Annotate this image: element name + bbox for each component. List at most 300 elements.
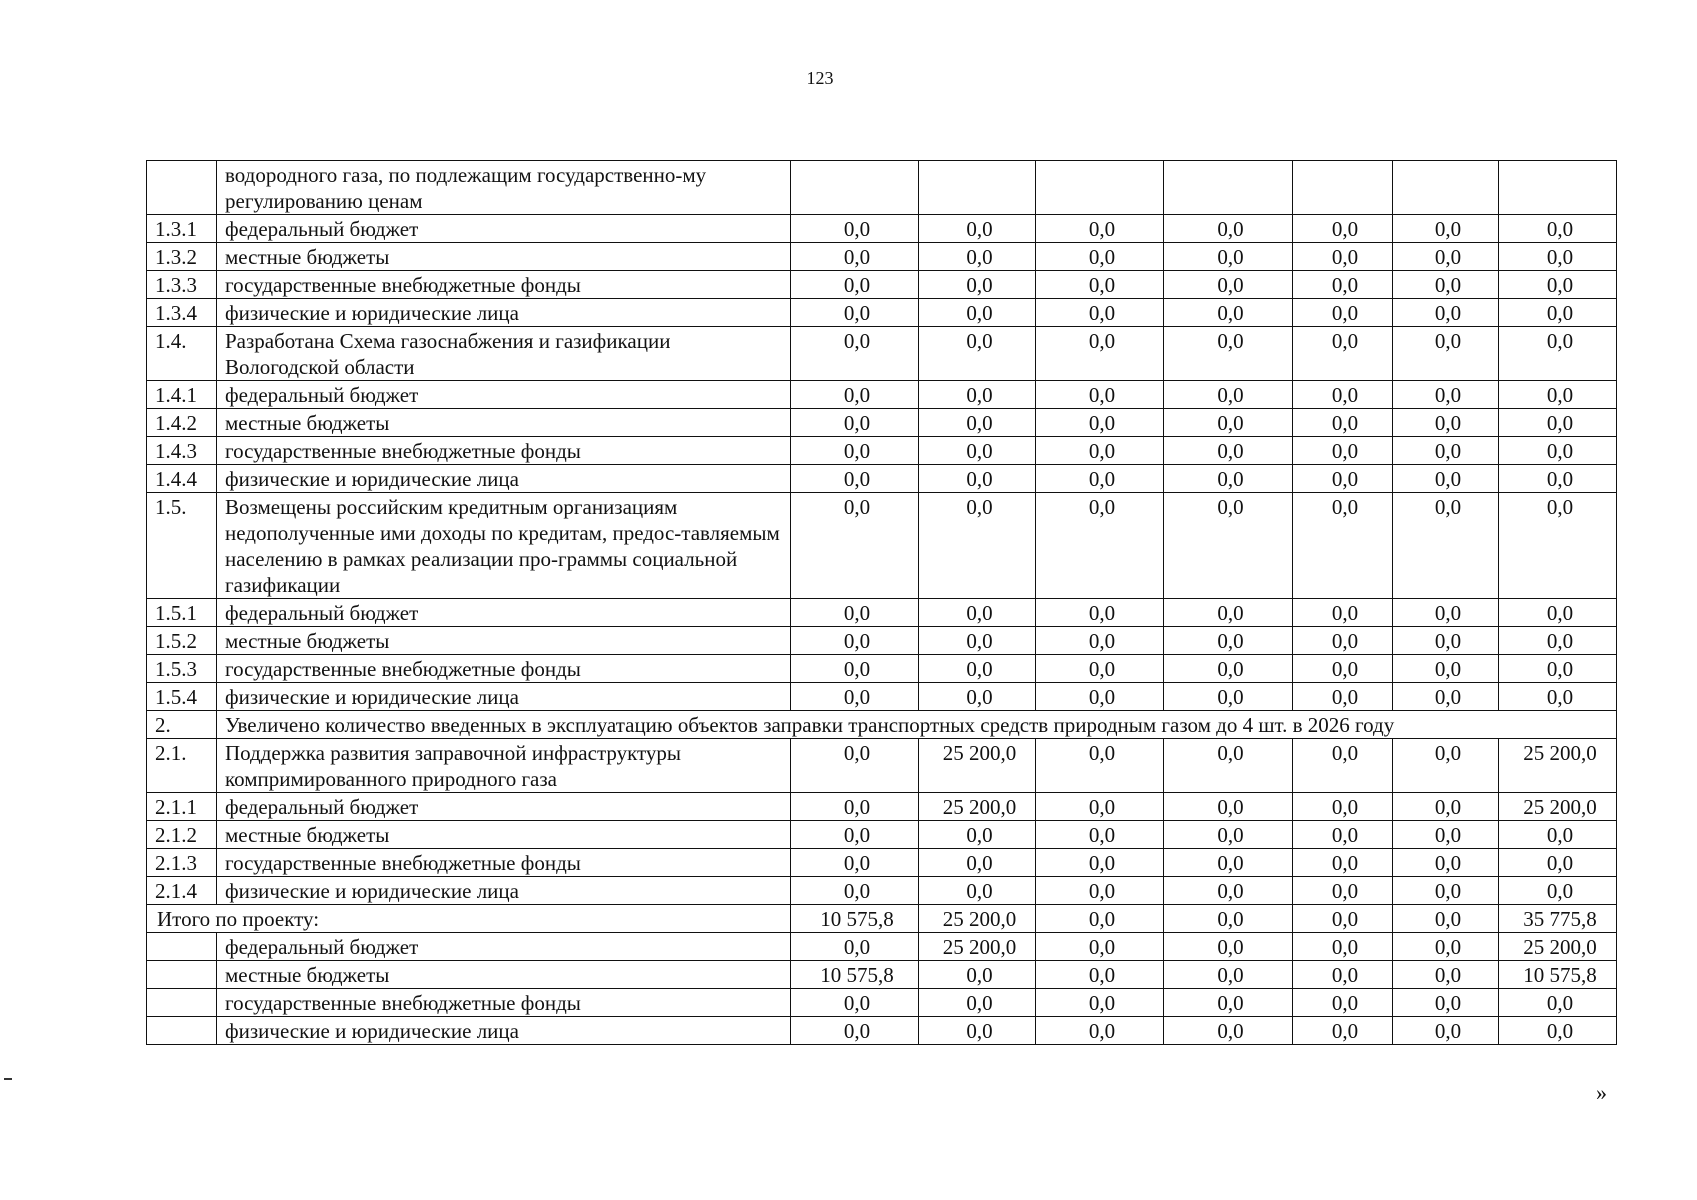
- row-description: Возмещены российским кредитным организациям недополученные ими доходы по кредитам, предос-тавляемым населению в рамках реализации про-граммы социальной газификации: [217, 493, 791, 599]
- value-cell: [791, 599, 919, 627]
- value-text: 0,0: [1434, 439, 1462, 463]
- value-cell: [919, 493, 1036, 599]
- value-text: 0,0: [1331, 273, 1359, 297]
- value-cell: [791, 465, 919, 493]
- value-cell: [919, 271, 1036, 299]
- value-cell: [1293, 933, 1393, 961]
- value-cell: [1393, 215, 1499, 243]
- value-text: 0,0: [1331, 741, 1359, 765]
- value-text: 0,0: [1331, 795, 1359, 819]
- row-description: государственные внебюджетные фонды: [217, 989, 791, 1017]
- value-cell: [1393, 599, 1499, 627]
- value-cell: [1499, 793, 1617, 821]
- value-cell: [791, 271, 919, 299]
- value-text: 0,0: [1088, 823, 1116, 847]
- value-text: 0,0: [1434, 795, 1462, 819]
- value-cell: [919, 327, 1036, 381]
- value-cell: [1293, 271, 1393, 299]
- value-text: 0,0: [843, 991, 871, 1015]
- value-text: 0,0: [843, 273, 871, 297]
- row-description: государственные внебюджетные фонды: [217, 849, 791, 877]
- value-cell: [1293, 161, 1393, 215]
- value-cell: [1499, 381, 1617, 409]
- value-text: 0,0: [1217, 301, 1244, 325]
- value-cell: [1164, 409, 1293, 437]
- value-cell: [919, 243, 1036, 271]
- row-description: Поддержка развития заправочной инфраструктуры компримированного природного газа: [217, 739, 791, 793]
- value-cell: [1036, 161, 1164, 215]
- row-code: 1.4.1: [147, 381, 217, 409]
- value-text: 0,0: [1217, 1019, 1244, 1043]
- value-text: 0,0: [1331, 935, 1359, 959]
- value-cell: [1393, 161, 1499, 215]
- value-cell: [791, 849, 919, 877]
- row-code: 2.1.: [147, 739, 217, 793]
- table-row: [147, 989, 1617, 1017]
- value-cell: [919, 877, 1036, 905]
- section-code: 2.: [147, 711, 217, 739]
- value-cell: [1293, 849, 1393, 877]
- row-description: местные бюджеты: [217, 409, 791, 437]
- value-cell: [919, 849, 1036, 877]
- value-text: 0,0: [843, 439, 871, 463]
- value-text: 0,0: [966, 217, 993, 241]
- total-value-text: 0,0: [1331, 907, 1359, 931]
- value-text: 0,0: [966, 495, 993, 519]
- value-cell: [791, 933, 919, 961]
- value-text: 0,0: [1088, 601, 1116, 625]
- value-text: 0,0: [843, 879, 871, 903]
- value-cell: [1164, 739, 1293, 793]
- value-cell: [1164, 327, 1293, 381]
- value-text: 0,0: [1088, 685, 1116, 709]
- value-cell: [1393, 409, 1499, 437]
- value-text: 0,0: [1546, 329, 1574, 353]
- value-text: 0,0: [1217, 629, 1244, 653]
- table-row: [147, 243, 1617, 271]
- value-text: 0,0: [966, 245, 993, 269]
- value-text: 0,0: [1217, 963, 1244, 987]
- value-text: 0,0: [1434, 245, 1462, 269]
- total-value-text: 35 775,8: [1523, 907, 1597, 931]
- value-text: 0,0: [843, 329, 871, 353]
- value-cell: [1164, 599, 1293, 627]
- value-cell: [1164, 989, 1293, 1017]
- row-description: местные бюджеты: [217, 627, 791, 655]
- table-row: [147, 877, 1617, 905]
- value-text: 0,0: [1434, 601, 1462, 625]
- value-cell: [1164, 493, 1293, 599]
- value-text: 0,0: [1546, 1019, 1574, 1043]
- value-cell: [1393, 961, 1499, 989]
- table-row: [147, 793, 1617, 821]
- closing-quote-mark: »: [1596, 1080, 1607, 1105]
- value-text: 0,0: [1217, 411, 1244, 435]
- table-row: [147, 849, 1617, 877]
- value-cell: [1393, 739, 1499, 793]
- value-text: 0,0: [1546, 217, 1574, 241]
- row-description: физические и юридические лица: [217, 1017, 791, 1045]
- table-row: [147, 215, 1617, 243]
- value-text: 0,0: [966, 851, 993, 875]
- row-code: [147, 989, 217, 1017]
- value-cell: [919, 627, 1036, 655]
- value-text: 0,0: [1088, 495, 1116, 519]
- value-text: 0,0: [1434, 685, 1462, 709]
- row-code: 1.3.2: [147, 243, 217, 271]
- value-text: 0,0: [1331, 685, 1359, 709]
- row-description: государственные внебюджетные фонды: [217, 437, 791, 465]
- value-cell: [1036, 821, 1164, 849]
- table-row: [147, 739, 1617, 793]
- value-text: 0,0: [843, 823, 871, 847]
- value-cell: [791, 493, 919, 599]
- table-row: [147, 437, 1617, 465]
- value-cell: [1293, 381, 1393, 409]
- value-text: 0,0: [1217, 657, 1244, 681]
- value-cell: [1499, 215, 1617, 243]
- value-text: 0,0: [1546, 685, 1574, 709]
- value-cell: [1393, 1017, 1499, 1045]
- row-code: [147, 161, 217, 215]
- value-cell: [1036, 683, 1164, 711]
- value-text: 0,0: [1434, 301, 1462, 325]
- value-cell: [1293, 493, 1393, 599]
- value-text: 0,0: [1434, 963, 1462, 987]
- row-code: 1.5.2: [147, 627, 217, 655]
- value-text: 0,0: [843, 1019, 871, 1043]
- value-text: 0,0: [1434, 1019, 1462, 1043]
- value-text: 0,0: [1088, 851, 1116, 875]
- value-text: 0,0: [1331, 1019, 1359, 1043]
- row-code: 1.5.3: [147, 655, 217, 683]
- value-cell: [919, 739, 1036, 793]
- value-text: 0,0: [1088, 273, 1116, 297]
- value-cell: [1164, 1017, 1293, 1045]
- table-row: [147, 161, 1617, 215]
- value-cell: [1036, 215, 1164, 243]
- value-text: 0,0: [966, 629, 993, 653]
- value-text: 0,0: [1434, 383, 1462, 407]
- table-row: [147, 655, 1617, 683]
- value-text: 25 200,0: [942, 741, 1017, 765]
- value-cell: [919, 437, 1036, 465]
- row-code: [147, 1017, 217, 1045]
- value-text: 0,0: [843, 629, 871, 653]
- value-text: 0,0: [966, 685, 993, 709]
- value-cell: [919, 989, 1036, 1017]
- row-description: государственные внебюджетные фонды: [217, 655, 791, 683]
- value-cell: [791, 161, 919, 215]
- value-text: 0,0: [1331, 851, 1359, 875]
- value-text: 0,0: [1434, 851, 1462, 875]
- value-cell: [1293, 989, 1393, 1017]
- value-cell: [1164, 271, 1293, 299]
- value-text: 0,0: [1546, 467, 1574, 491]
- value-text: 0,0: [966, 963, 993, 987]
- value-cell: [1293, 877, 1393, 905]
- value-cell: [1164, 655, 1293, 683]
- value-text: 0,0: [1546, 411, 1574, 435]
- value-text: 0,0: [1088, 629, 1116, 653]
- value-cell: [1499, 1017, 1617, 1045]
- value-text: 0,0: [966, 991, 993, 1015]
- value-cell: [791, 1017, 919, 1045]
- table-row: [147, 327, 1617, 381]
- table-row: [147, 933, 1617, 961]
- total-value-text: 0,0: [1434, 907, 1462, 931]
- value-text: 0,0: [1434, 273, 1462, 297]
- row-code: 1.3.4: [147, 299, 217, 327]
- value-cell: [1393, 989, 1499, 1017]
- value-text: 0,0: [1088, 935, 1116, 959]
- value-cell: [1499, 739, 1617, 793]
- value-cell: [1499, 409, 1617, 437]
- total-label: Итого по проекту:: [147, 905, 791, 933]
- value-cell: [1499, 437, 1617, 465]
- total-value-cell: [1164, 905, 1293, 933]
- value-text: 0,0: [1088, 467, 1116, 491]
- value-text: 0,0: [1217, 991, 1244, 1015]
- value-cell: [1499, 877, 1617, 905]
- value-cell: [1164, 465, 1293, 493]
- table-row: [147, 299, 1617, 327]
- value-cell: [1036, 271, 1164, 299]
- value-cell: [791, 739, 919, 793]
- value-text: 0,0: [1088, 991, 1116, 1015]
- value-text: 0,0: [966, 273, 993, 297]
- value-cell: [919, 299, 1036, 327]
- value-cell: [1499, 849, 1617, 877]
- table-row: [147, 961, 1617, 989]
- total-value-text: 25 200,0: [942, 907, 1017, 931]
- value-cell: [1393, 437, 1499, 465]
- row-code: 2.1.2: [147, 821, 217, 849]
- value-cell: [1293, 793, 1393, 821]
- row-description: местные бюджеты: [217, 821, 791, 849]
- row-description: местные бюджеты: [217, 961, 791, 989]
- table-row: [147, 271, 1617, 299]
- value-cell: [919, 821, 1036, 849]
- row-code: 1.4.2: [147, 409, 217, 437]
- value-text: 0,0: [1088, 1019, 1116, 1043]
- value-text: 0,0: [843, 935, 871, 959]
- section-header-row: [147, 711, 1617, 739]
- value-cell: [1499, 961, 1617, 989]
- value-cell: [1393, 381, 1499, 409]
- value-cell: [1499, 271, 1617, 299]
- value-cell: [791, 655, 919, 683]
- value-text: 0,0: [966, 879, 993, 903]
- value-cell: [1499, 161, 1617, 215]
- value-cell: [1164, 437, 1293, 465]
- value-text: 0,0: [1546, 273, 1574, 297]
- value-text: 0,0: [1546, 601, 1574, 625]
- value-cell: [1164, 243, 1293, 271]
- value-cell: [1036, 849, 1164, 877]
- value-text: 25 200,0: [1523, 795, 1597, 819]
- value-cell: [1393, 793, 1499, 821]
- value-cell: [1499, 821, 1617, 849]
- value-cell: [1393, 493, 1499, 599]
- page-number: 123: [806, 68, 834, 88]
- budget-table: [146, 160, 1617, 1045]
- value-cell: [1293, 465, 1393, 493]
- value-cell: [791, 409, 919, 437]
- value-text: 0,0: [1546, 991, 1574, 1015]
- value-text: 10 575,8: [1523, 963, 1597, 987]
- value-cell: [1293, 683, 1393, 711]
- value-cell: [1036, 989, 1164, 1017]
- value-text: 0,0: [1331, 629, 1359, 653]
- total-value-cell: [919, 905, 1036, 933]
- value-cell: [919, 381, 1036, 409]
- value-cell: [1164, 961, 1293, 989]
- table-row: [147, 683, 1617, 711]
- value-cell: [1393, 933, 1499, 961]
- value-text: 0,0: [843, 685, 871, 709]
- value-text: 0,0: [843, 467, 871, 491]
- margin-mark: [4, 1078, 12, 1080]
- total-value-cell: [1499, 905, 1617, 933]
- value-cell: [1036, 299, 1164, 327]
- value-text: 0,0: [1217, 467, 1244, 491]
- value-text: 0,0: [1088, 963, 1116, 987]
- value-text: 0,0: [1217, 935, 1244, 959]
- value-cell: [1499, 493, 1617, 599]
- row-description: физические и юридические лица: [217, 877, 791, 905]
- value-text: 0,0: [843, 245, 871, 269]
- row-description: физические и юридические лица: [217, 683, 791, 711]
- value-text: 0,0: [1434, 657, 1462, 681]
- total-value-text: 10 575,8: [820, 907, 894, 931]
- value-text: 0,0: [1217, 273, 1244, 297]
- value-cell: [1293, 1017, 1393, 1045]
- value-cell: [1036, 793, 1164, 821]
- value-text: 0,0: [1434, 879, 1462, 903]
- value-text: 0,0: [1217, 245, 1244, 269]
- value-cell: [1293, 821, 1393, 849]
- value-cell: [1164, 299, 1293, 327]
- value-cell: [919, 961, 1036, 989]
- value-cell: [791, 215, 919, 243]
- value-cell: [1164, 161, 1293, 215]
- value-text: 0,0: [1331, 879, 1359, 903]
- value-cell: [791, 989, 919, 1017]
- value-text: 0,0: [1217, 823, 1244, 847]
- value-text: 0,0: [1217, 795, 1244, 819]
- value-text: 0,0: [1217, 495, 1244, 519]
- value-text: 0,0: [843, 495, 871, 519]
- value-text: 0,0: [1546, 383, 1574, 407]
- row-description: физические и юридические лица: [217, 465, 791, 493]
- value-cell: [1036, 465, 1164, 493]
- row-code: 2.1.1: [147, 793, 217, 821]
- value-text: 0,0: [1331, 991, 1359, 1015]
- total-value-text: 0,0: [1217, 907, 1244, 931]
- value-cell: [1164, 627, 1293, 655]
- value-text: 0,0: [1434, 495, 1462, 519]
- value-cell: [919, 161, 1036, 215]
- value-text: 0,0: [1434, 991, 1462, 1015]
- row-description: федеральный бюджет: [217, 933, 791, 961]
- value-text: 0,0: [1546, 879, 1574, 903]
- row-description: федеральный бюджет: [217, 215, 791, 243]
- value-text: 0,0: [1217, 741, 1244, 765]
- value-text: 0,0: [843, 217, 871, 241]
- value-text: 0,0: [1434, 467, 1462, 491]
- table-row: [147, 627, 1617, 655]
- value-cell: [1036, 437, 1164, 465]
- value-text: 0,0: [1434, 329, 1462, 353]
- value-cell: [791, 437, 919, 465]
- value-cell: [1393, 655, 1499, 683]
- value-cell: [1499, 599, 1617, 627]
- value-cell: [1499, 933, 1617, 961]
- value-text: 0,0: [1088, 301, 1116, 325]
- value-cell: [1499, 327, 1617, 381]
- value-cell: [1393, 877, 1499, 905]
- value-cell: [1036, 409, 1164, 437]
- row-description: местные бюджеты: [217, 243, 791, 271]
- value-text: 0,0: [1088, 795, 1116, 819]
- value-text: 0,0: [1546, 851, 1574, 875]
- value-cell: [1036, 933, 1164, 961]
- value-cell: [1036, 599, 1164, 627]
- value-cell: [1036, 493, 1164, 599]
- table-row: [147, 409, 1617, 437]
- value-text: 0,0: [1217, 601, 1244, 625]
- value-cell: [1164, 821, 1293, 849]
- value-cell: [919, 1017, 1036, 1045]
- value-cell: [1164, 215, 1293, 243]
- value-cell: [1393, 627, 1499, 655]
- value-cell: [1393, 327, 1499, 381]
- value-cell: [791, 299, 919, 327]
- value-text: 0,0: [1331, 439, 1359, 463]
- value-cell: [1393, 465, 1499, 493]
- value-text: 0,0: [1088, 383, 1116, 407]
- value-text: 0,0: [843, 657, 871, 681]
- value-text: 0,0: [1331, 657, 1359, 681]
- row-code: 2.1.4: [147, 877, 217, 905]
- value-cell: [1036, 627, 1164, 655]
- value-cell: [919, 683, 1036, 711]
- value-text: 0,0: [966, 329, 993, 353]
- value-text: 0,0: [1434, 741, 1462, 765]
- table-row: [147, 381, 1617, 409]
- row-code: 1.3.1: [147, 215, 217, 243]
- value-text: 0,0: [1088, 439, 1116, 463]
- value-text: 0,0: [1546, 629, 1574, 653]
- value-cell: [791, 381, 919, 409]
- value-text: 0,0: [1331, 467, 1359, 491]
- table-row: [147, 493, 1617, 599]
- value-cell: [1293, 299, 1393, 327]
- total-value-cell: [1293, 905, 1393, 933]
- value-text: 0,0: [1088, 411, 1116, 435]
- table-row: [147, 1017, 1617, 1045]
- value-cell: [919, 933, 1036, 961]
- value-cell: [1293, 409, 1393, 437]
- table-row: [147, 599, 1617, 627]
- value-cell: [1036, 877, 1164, 905]
- row-code: 1.5.: [147, 493, 217, 599]
- value-cell: [791, 683, 919, 711]
- value-text: 0,0: [966, 467, 993, 491]
- value-cell: [919, 793, 1036, 821]
- value-cell: [1393, 299, 1499, 327]
